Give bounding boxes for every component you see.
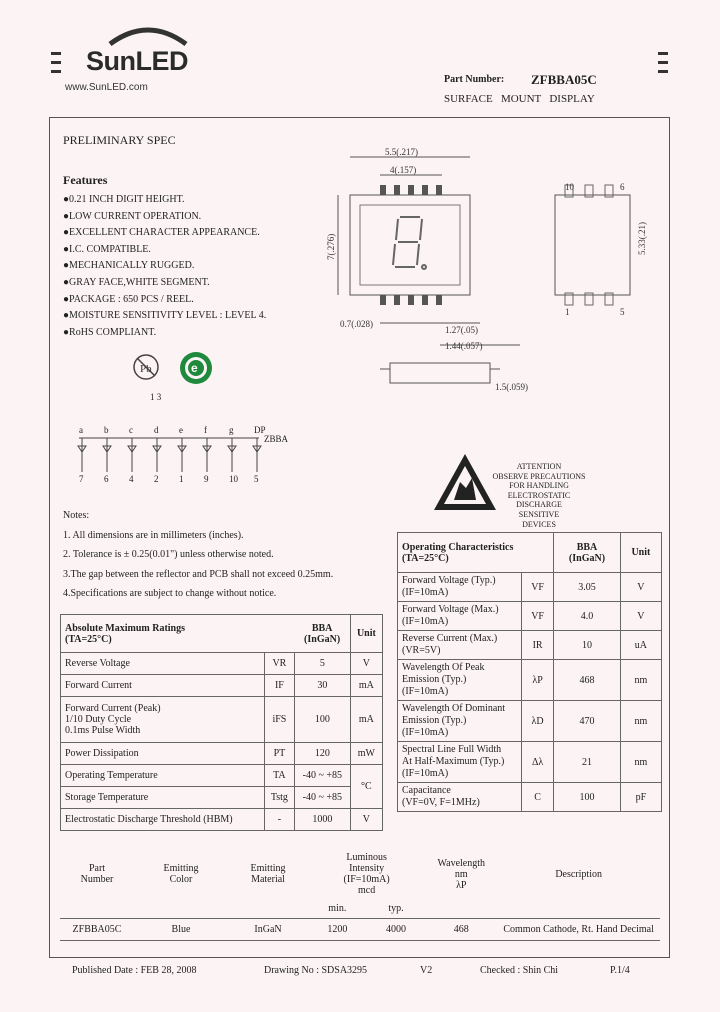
note-item: 4.Specifications are subject to change without notice. [63,588,277,599]
circuit-top-label: g [229,425,234,435]
table-row: Forward Voltage (Typ.) (IF=10mA) VF 3.05 V [398,573,662,602]
brand-logo: SunLED [86,46,188,76]
attention-text: ATTENTION OBSERVE PRECAUTIONS FOR HANDLING ELECTROSTATIC DISCHARGE SENSITIVE DEVICES [492,462,586,529]
list-item: ●GRAY FACE,WHITE SEGMENT. [63,276,210,288]
circuit-top-label: b [104,425,109,435]
table-row: Wavelength Of Peak Emission (Typ.) (IF=10mA) λP 468 nm [398,660,662,701]
table-row: Reverse Voltage VR 5 V [61,653,383,675]
dim-left: 7(.276) [326,233,336,260]
list-item: ●PACKAGE : 650 PCS / REEL. [63,293,194,305]
abs-max-title: Absolute Maximum Ratings (TA=25°C) [61,615,295,653]
features-list [63,192,363,341]
abs-max-table: Absolute Maximum Ratings (TA=25°C) BBA (InGaN) Unit Reverse Voltage VR 5 V Forward Current IF 30 mA Forward Current (Peak) 1/10 Duty Cycle 0.1ms Pulse Width iFS 100 mA Power Dissipation PT 120 mW Operating Temperature TA -40 ~ +85 °C Storage Temperature Tstg -40 ~ +85 Electrostatic Discharge Threshold (HBM) - 1000 V [60,614,383,831]
dim-bottom: 1.5(.059) [495,382,528,392]
table-row: Storage Temperature Tstg -40 ~ +85 [61,787,383,809]
pin-5: 5 [620,307,625,317]
circuit-bottom-label: 6 [104,474,109,484]
logo-arc-icon [108,24,188,46]
circuit-top-label: e [179,425,183,435]
footer [0,965,720,979]
circuit-top-label: c [129,425,133,435]
page-number: P.1/4 [610,965,630,976]
dim-top2: 4(.157) [390,165,417,175]
dim-pad: 0.7(.028) [340,319,373,329]
circuit-bottom-label: 1 [179,474,184,484]
list-item: ●MECHANICALLY RUGGED. [63,260,195,272]
table-row: Forward Current (Peak) 1/10 Duty Cycle 0.1ms Pulse Width iFS 100 mA [61,697,383,743]
mechanical-drawing [320,145,660,415]
notes-section [63,506,393,604]
circuit-top-label: f [204,425,207,435]
table-row: Power Dissipation PT 120 mW [61,743,383,765]
right-bar-marks [658,52,668,79]
circuit-diagram [64,420,284,490]
published-date: Published Date : FEB 28, 2008 [72,965,197,976]
version: V2 [420,965,433,976]
table-row: Forward Voltage (Max.) (IF=10mA) VF 4.0 V [398,602,662,631]
circuit-bottom-label: 9 [204,474,209,484]
list-item: ●I.C. COMPATIBLE. [63,243,151,255]
note-item: 2. Tolerance is ± 0.25(0.01") unless otherwise noted. [63,549,274,560]
circuit-top-label: DP [254,425,266,435]
part-number: ZFBBA05C [531,72,597,87]
svg-text:e: e [191,361,198,375]
table-row: Spectral Line Full Width At Half-Maximum (Typ.) (IF=10mA) Δλ 21 nm [398,742,662,783]
pin-10: 10 [565,182,574,192]
circuit-bottom-label: 7 [79,474,84,484]
pb-free-icon [131,352,161,382]
list-item: ●MOISTURE SENSITIVITY LEVEL : LEVEL 4. [63,310,267,322]
dim-pad2: 1.44(.057) [445,341,483,351]
rohs-icon [178,350,214,386]
left-bar-marks [51,52,61,79]
table-row: ZFBBA05C Blue InGaN 1200 4000 468 Common Cathode, Rt. Hand Decimal [60,918,660,940]
website-url: www.SunLED.com [65,82,148,93]
badge-label: 1 3 [150,392,162,402]
table-row: Capacitance (VF=0V, F=1MHz) C 100 pF [398,783,662,812]
table-row: Wavelength Of Dominant Emission (Typ.) (IF=10mA) λD 470 nm [398,701,662,742]
circuit-bottom-label: 4 [129,474,134,484]
dim-right: 5.33(.21) [637,222,647,255]
part-number-label: Part Number: [444,74,505,85]
note-item: 3.The gap between the reflector and PCB shall not exceed 0.25mm. [63,568,334,580]
list-item: ●RoHS COMPLIANT. [63,326,157,338]
operating-characteristics-table: Operating Characteristics (TA=25°C) BBA (InGaN) Unit Forward Voltage (Typ.) (IF=10mA) VF 3.05 V Forward Voltage (Max.) (IF=10mA) VF 4.0 V Reverse Current (Max.) (VR=5V) IR 10 uA Wavelength Of Peak Emission (Typ.) (IF=10mA) λP 468 nm Wavelength Of Dominant Emission (Typ.) (IF=10mA) λD 470 nm Spectral Line Full Width At Half-Maximum (Typ.) (IF=10mA) Δλ 21 nm Capacitance (VF=0V, F=1MHz) C 100 pF [397,532,662,812]
product-subtitle: SURFACE MOUNT DISPLAY [444,93,595,105]
note-item: 1. All dimensions are in millimeters (inches). [63,529,244,541]
circuit-part-suffix: ZBBA [264,434,289,444]
checked-by: Checked : Shin Chi [480,965,559,976]
circuit-top-label: a [79,425,83,435]
table-row: Forward Current IF 30 mA [61,675,383,697]
dim-pitch: 1.27(.05) [445,325,478,335]
table-row: Electrostatic Discharge Threshold (HBM) - 1000 V [61,809,383,831]
pin-6: 6 [620,182,625,192]
circuit-bottom-label: 5 [254,474,259,484]
table-row: Operating Temperature TA -40 ~ +85 °C [61,765,383,787]
spec-label: PRELIMINARY SPEC [63,133,176,147]
pin-1: 1 [565,307,570,317]
circuit-top-label: d [154,425,159,435]
table-row: Reverse Current (Max.) (VR=5V) IR 10 uA [398,631,662,660]
list-item: ●0.21 INCH DIGIT HEIGHT. [63,194,185,205]
dim-top: 5.5(.217) [385,147,418,157]
drawing-number: Drawing No : SDSA3295 [264,965,368,976]
selection-guide-table: Part Number Emitting Color Emitting Material Luminous Intensity (IF=10mA) mcd Wavelength nm λP Description min. typ. ZFBBA05C Blue InGaN 1200 4000 468 Common Cathode, Rt. Hand Decimal [60,848,660,941]
list-item: ●LOW CURRENT OPERATION. [63,210,202,222]
notes-title: Notes: [63,510,90,521]
list-item: ●EXCELLENT CHARACTER APPEARANCE. [63,227,260,239]
circuit-bottom-label: 10 [229,474,238,484]
circuit-bottom-label: 2 [154,474,159,484]
features-title: Features [63,173,108,187]
svg-text:Pb: Pb [140,363,152,375]
